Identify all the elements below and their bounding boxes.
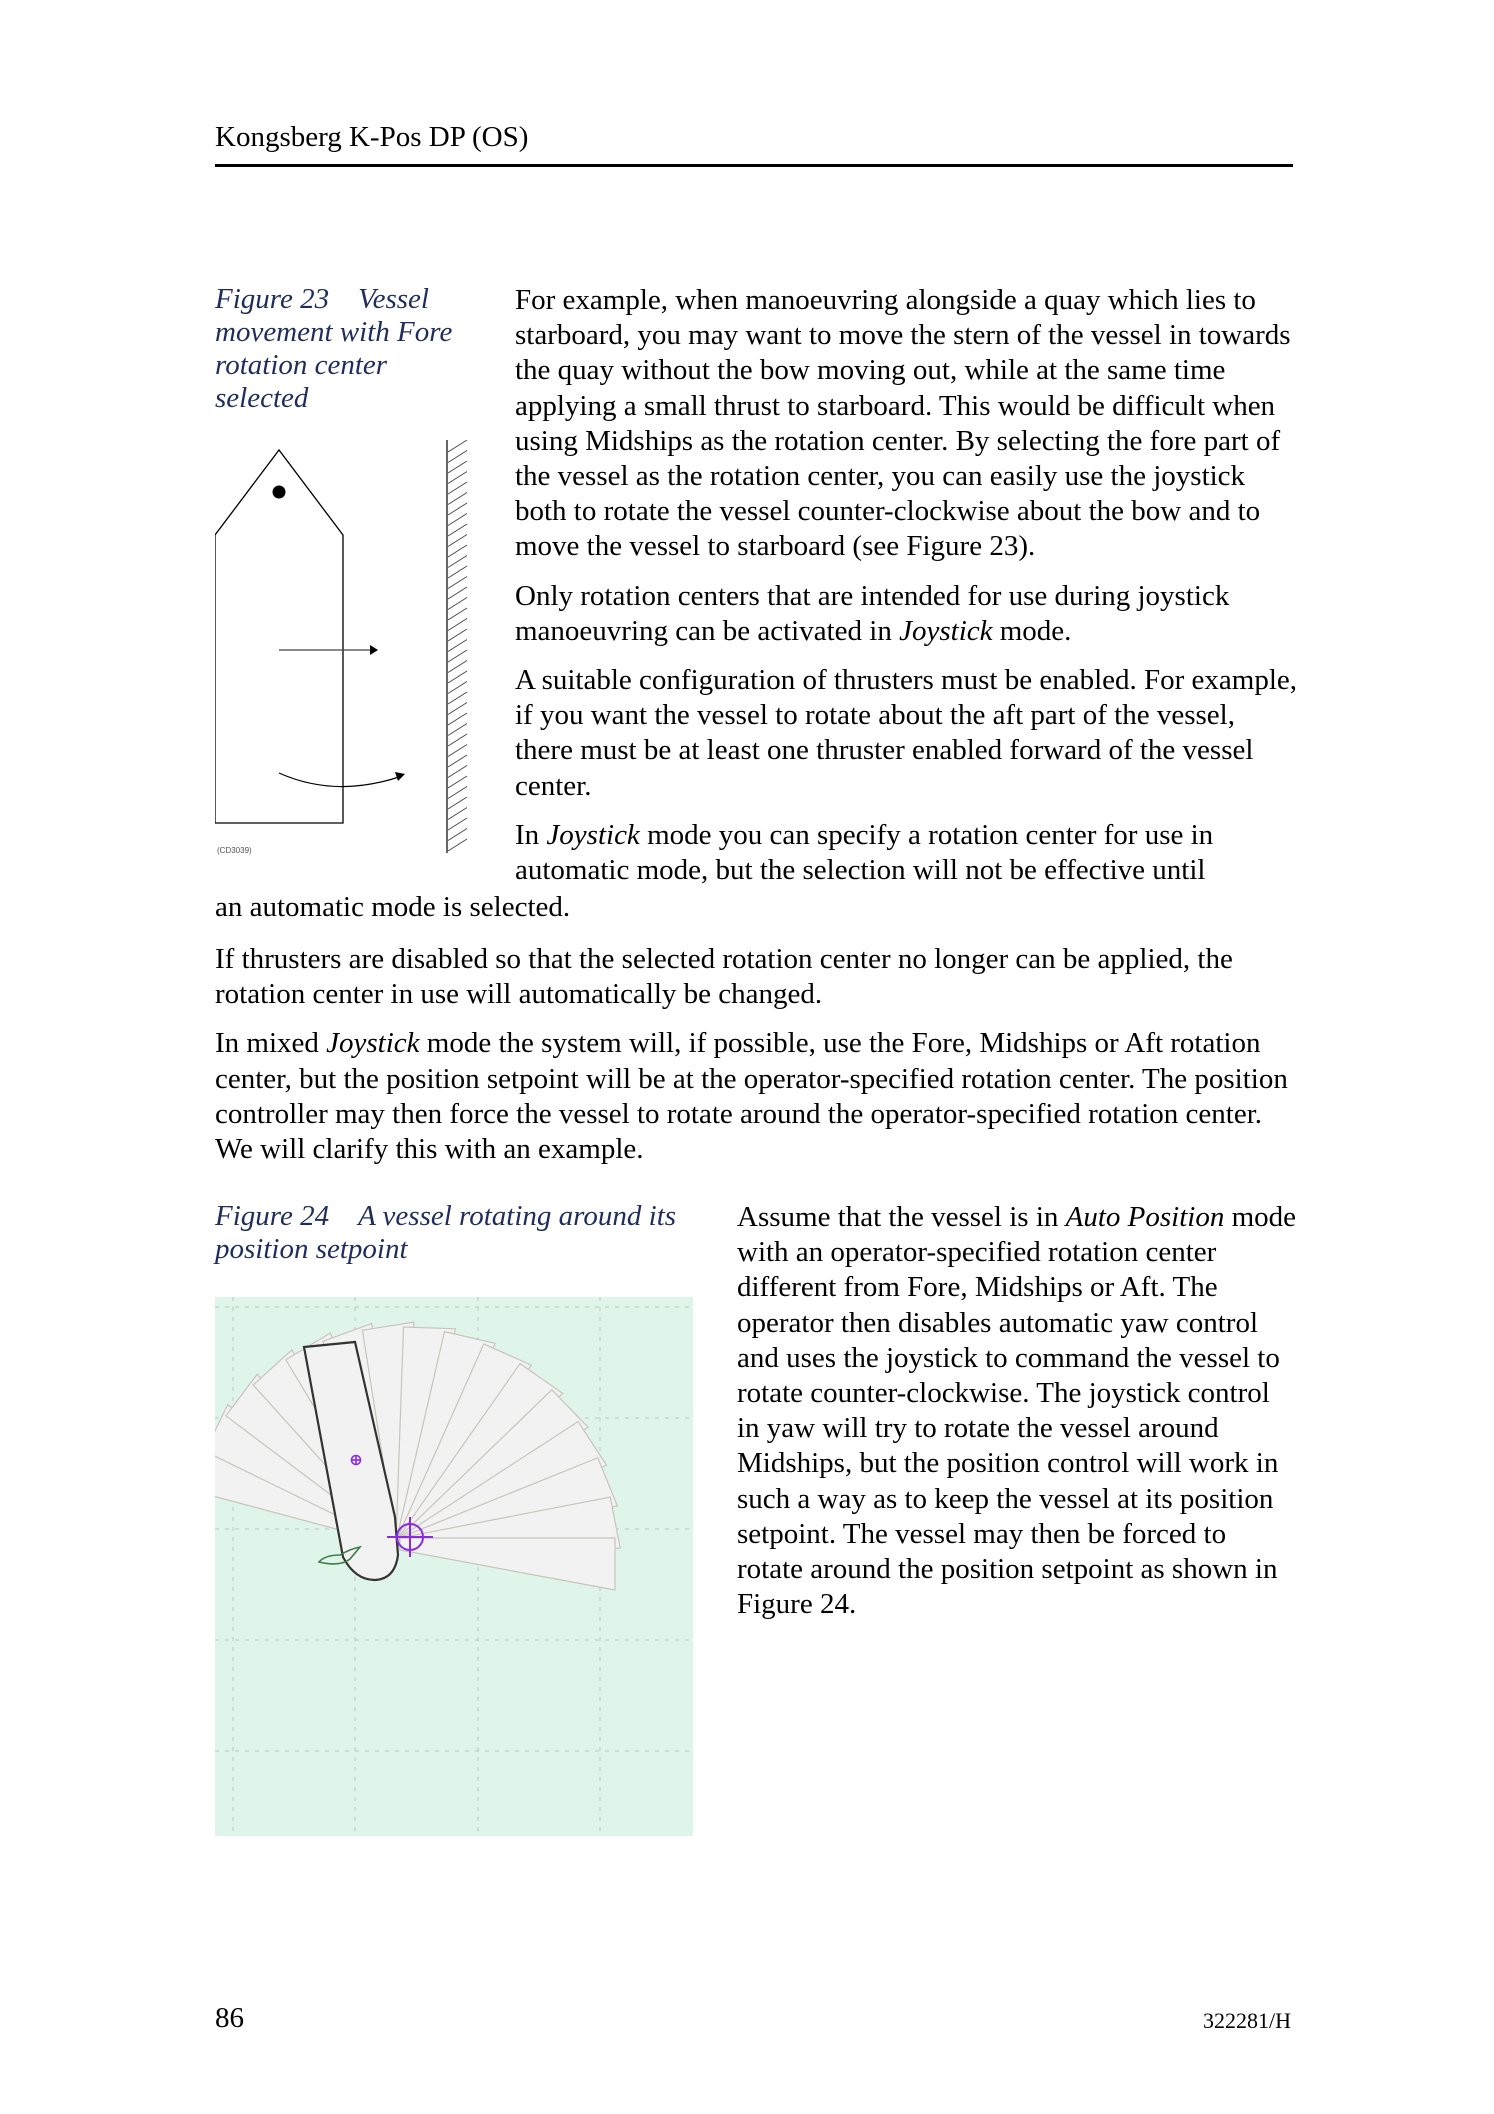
body-column-top [515, 283, 1300, 888]
paragraph: In Joystick mode you can specify a rotation center for use in automatic mode, but the selection will not be effective until [515, 818, 1214, 887]
body-column-full [215, 942, 1300, 1167]
starboard-arrow-icon [279, 645, 378, 655]
figure-23-caption [215, 283, 475, 415]
page-number: 86 [215, 2002, 244, 2034]
paragraph: A suitable configuration of thrusters must be enabled. For example, if you want the vessel to rotate about the aft part of the vessel, there must be at least one thruster enabled forward of the vessel center. [515, 664, 1298, 802]
figure-24-number: Figure 24 [215, 1200, 330, 1232]
body-column-fig24 [737, 1200, 1297, 1622]
header-rule [215, 164, 1293, 167]
figure-23-number: Figure 23 [215, 283, 330, 315]
paragraph: Assume that the vessel is in Auto Position mode with an operator-specified rotation center different from Fore, Midships or Aft. The operator then disables automatic yaw control and uses the joystick to command the vessel to rotate counter-clockwise. The joystick control in yaw will try to rotate the vessel around Midships, but the position control will work in such a way as to keep the vessel at its position setpoint. The vessel may then be forced to rotate around the position setpoint as shown in Figure 24. [737, 1201, 1297, 1621]
running-header: Kongsberg K-Pos DP (OS) [215, 121, 529, 153]
midships-marker-icon [351, 1455, 361, 1465]
paragraph-wrap-line: an automatic mode is selected. [215, 891, 571, 923]
paragraph: In mixed Joystick mode the system will, if possible, use the Fore, Midships or Aft rotation center, but the position setpoint will be at the operator-specified rotation center. The position controller may then force the vessel to rotate around the operator-specified rotation center. We will clarify this with an example. [215, 1027, 1288, 1166]
curved-arrow-icon [279, 772, 405, 787]
document-number: 322281/H [1203, 2008, 1291, 2033]
paragraph: For example, when manoeuvring alongside a quay which lies to starboard, you may want to move the stern of the vessel in towards the quay without the bow moving out, while at the same time applying a small thrust to starboard. This would be difficult when using Midships as the rotation center. By selecting the fore part of the vessel as the rotation center, you can easily use the joystick both to rotate the vessel counter-clockwise about the bow and to move the vessel to starboard (see Figure 23). [515, 284, 1291, 563]
figure-23-diagram [215, 440, 475, 860]
figure-24-diagram [215, 1297, 693, 1836]
figure-code-label: (CD3039) [217, 846, 252, 855]
vessel-outline-icon [215, 450, 343, 823]
figure-24-caption [215, 1200, 685, 1266]
figure-23-title: Vessel movement with Fore rotation center selected [215, 283, 453, 414]
quay-wall-hatch-icon [447, 440, 467, 853]
paragraph: Only rotation centers that are intended for use during joystick manoeuvring can be activated in Joystick mode. [515, 579, 1230, 647]
paragraph: If thrusters are disabled so that the selected rotation center no longer can be applied, the rotation center in use will automatically be changed. [215, 943, 1233, 1011]
rotation-center-dot-icon [273, 486, 286, 499]
vessel-hull-sweep-icon [215, 1322, 620, 1590]
figure-24-title: A vessel rotating around its position setpoint [215, 1200, 677, 1265]
